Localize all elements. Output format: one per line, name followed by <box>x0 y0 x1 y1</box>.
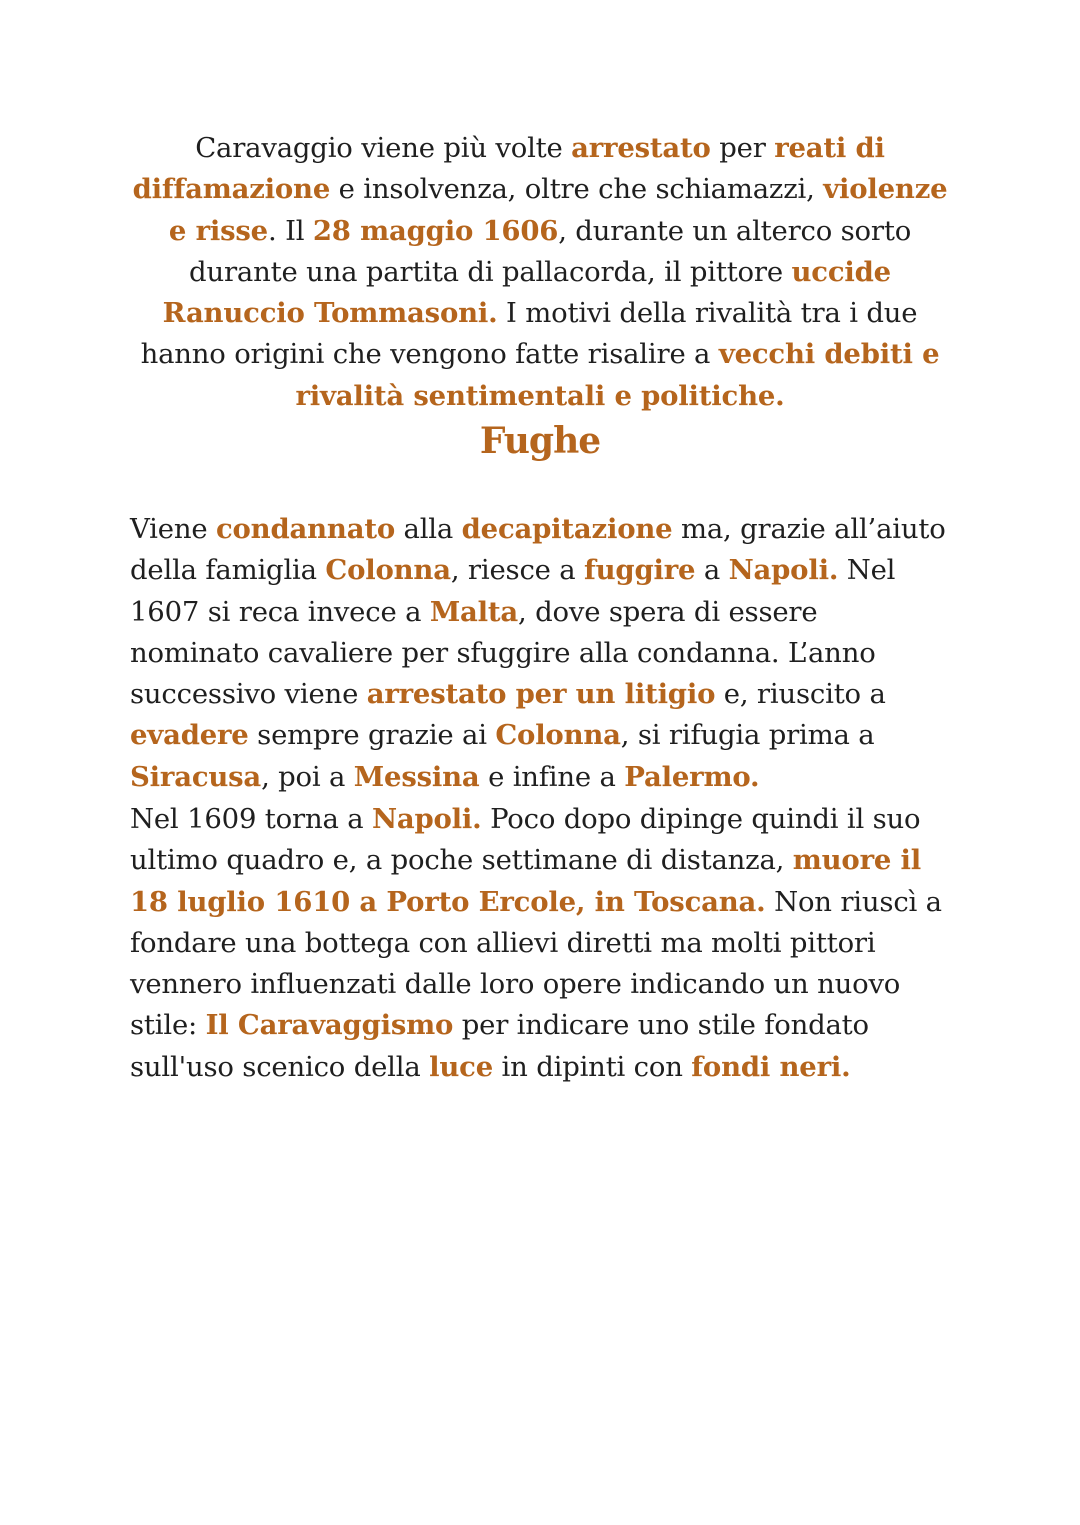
fughe1-text-12: e infine a <box>479 760 625 793</box>
highlight-napoli-2: Napoli. <box>371 803 482 835</box>
highlight-palermo: Palermo. <box>624 760 760 793</box>
fughe1-text-11: , poi a <box>261 760 354 793</box>
fughe1-text-5: a <box>695 554 729 587</box>
fughe2-text-3: Non riuscì a fondare una bottega con allievi diretti ma molti pittori vennero influenzati dalle loro opere indicando un nuovo stile: <box>130 885 942 1042</box>
intro-text-3: e insolvenza, oltre che schiamazzi, <box>330 173 824 206</box>
highlight-violenze: violenze e risse <box>168 173 948 247</box>
fughe1-text-10: , si rifugia prima a <box>620 719 875 752</box>
fughe1-text-9: sempre grazie ai <box>248 719 496 752</box>
highlight-messina: Messina <box>353 760 480 793</box>
intro-text-5: , durante un alterco sorto durante una partita di pallacorda, il pittore <box>189 214 912 288</box>
highlight-uccide: uccide Ranuccio Tommasoni. <box>162 255 891 330</box>
highlight-debiti: vecchi debiti e rivalità sentimentali e politiche. <box>295 338 940 412</box>
fughe2-text-2: Poco dopo dipinge quindi il suo ultimo quadro e, a poche settimane di distanza, <box>130 803 921 877</box>
highlight-reati: reati di diffamazione <box>132 132 885 206</box>
fughe1-text-2: alla <box>394 513 462 545</box>
intro-text-1: Caravaggio viene più volte <box>195 132 572 164</box>
highlight-caravaggismo: Il Caravaggismo <box>205 1009 454 1042</box>
fughe2-text-5: in dipinti con <box>493 1050 692 1083</box>
fughe2-text-4: per indicare uno stile fondato sull'uso scenico della <box>130 1009 869 1083</box>
highlight-decapitazione: decapitazione <box>461 513 673 545</box>
highlight-condannato: condannato <box>215 513 395 545</box>
fughe-paragraph-2 <box>130 799 952 1088</box>
highlight-colonna-2: Colonna <box>495 719 621 752</box>
highlight-colonna-1: Colonna <box>325 554 451 587</box>
fughe1-text-6: Nel 1607 si reca invece a <box>130 554 896 628</box>
highlight-napoli-1: Napoli. <box>728 554 839 587</box>
highlight-luce: luce <box>429 1050 493 1083</box>
section-heading: Fughe <box>479 420 601 462</box>
fughe-paragraph-1 <box>130 509 952 798</box>
fughe1-text-8: e, riuscito a <box>715 678 886 711</box>
highlight-muore: muore il 18 luglio 1610 a Porto Ercole, in Toscana. <box>130 844 922 918</box>
highlight-date-1606: 28 maggio 1606 <box>312 214 559 247</box>
highlight-evadere: evadere <box>130 719 249 752</box>
fughe1-text-3: ma, grazie all’aiuto della famiglia <box>130 513 946 587</box>
highlight-fuggire: fuggire <box>584 554 696 587</box>
highlight-fondi-neri: fondi neri. <box>691 1050 851 1083</box>
fughe2-text-1: Nel 1609 torna a <box>130 803 372 835</box>
fughe1-text-4: , riesce a <box>450 554 584 587</box>
highlight-siracusa: Siracusa <box>130 760 262 793</box>
highlight-arrestato: arrestato <box>571 132 711 164</box>
highlight-malta: Malta <box>429 595 519 628</box>
intro-paragraph <box>128 128 952 417</box>
fughe1-text-7: , dove spera di essere nominato cavaliere per sfuggire alla condanna. L’anno successivo viene <box>130 595 876 711</box>
highlight-arrestato-litigio: arrestato per un litigio <box>366 678 716 711</box>
intro-text-6: I motivi della rivalità tra i due hanno origini che vengono fatte risalire a <box>140 297 918 371</box>
intro-text-2: per <box>710 132 775 164</box>
intro-text-4: . Il <box>267 214 313 247</box>
fughe1-text-1: Viene <box>130 513 216 545</box>
